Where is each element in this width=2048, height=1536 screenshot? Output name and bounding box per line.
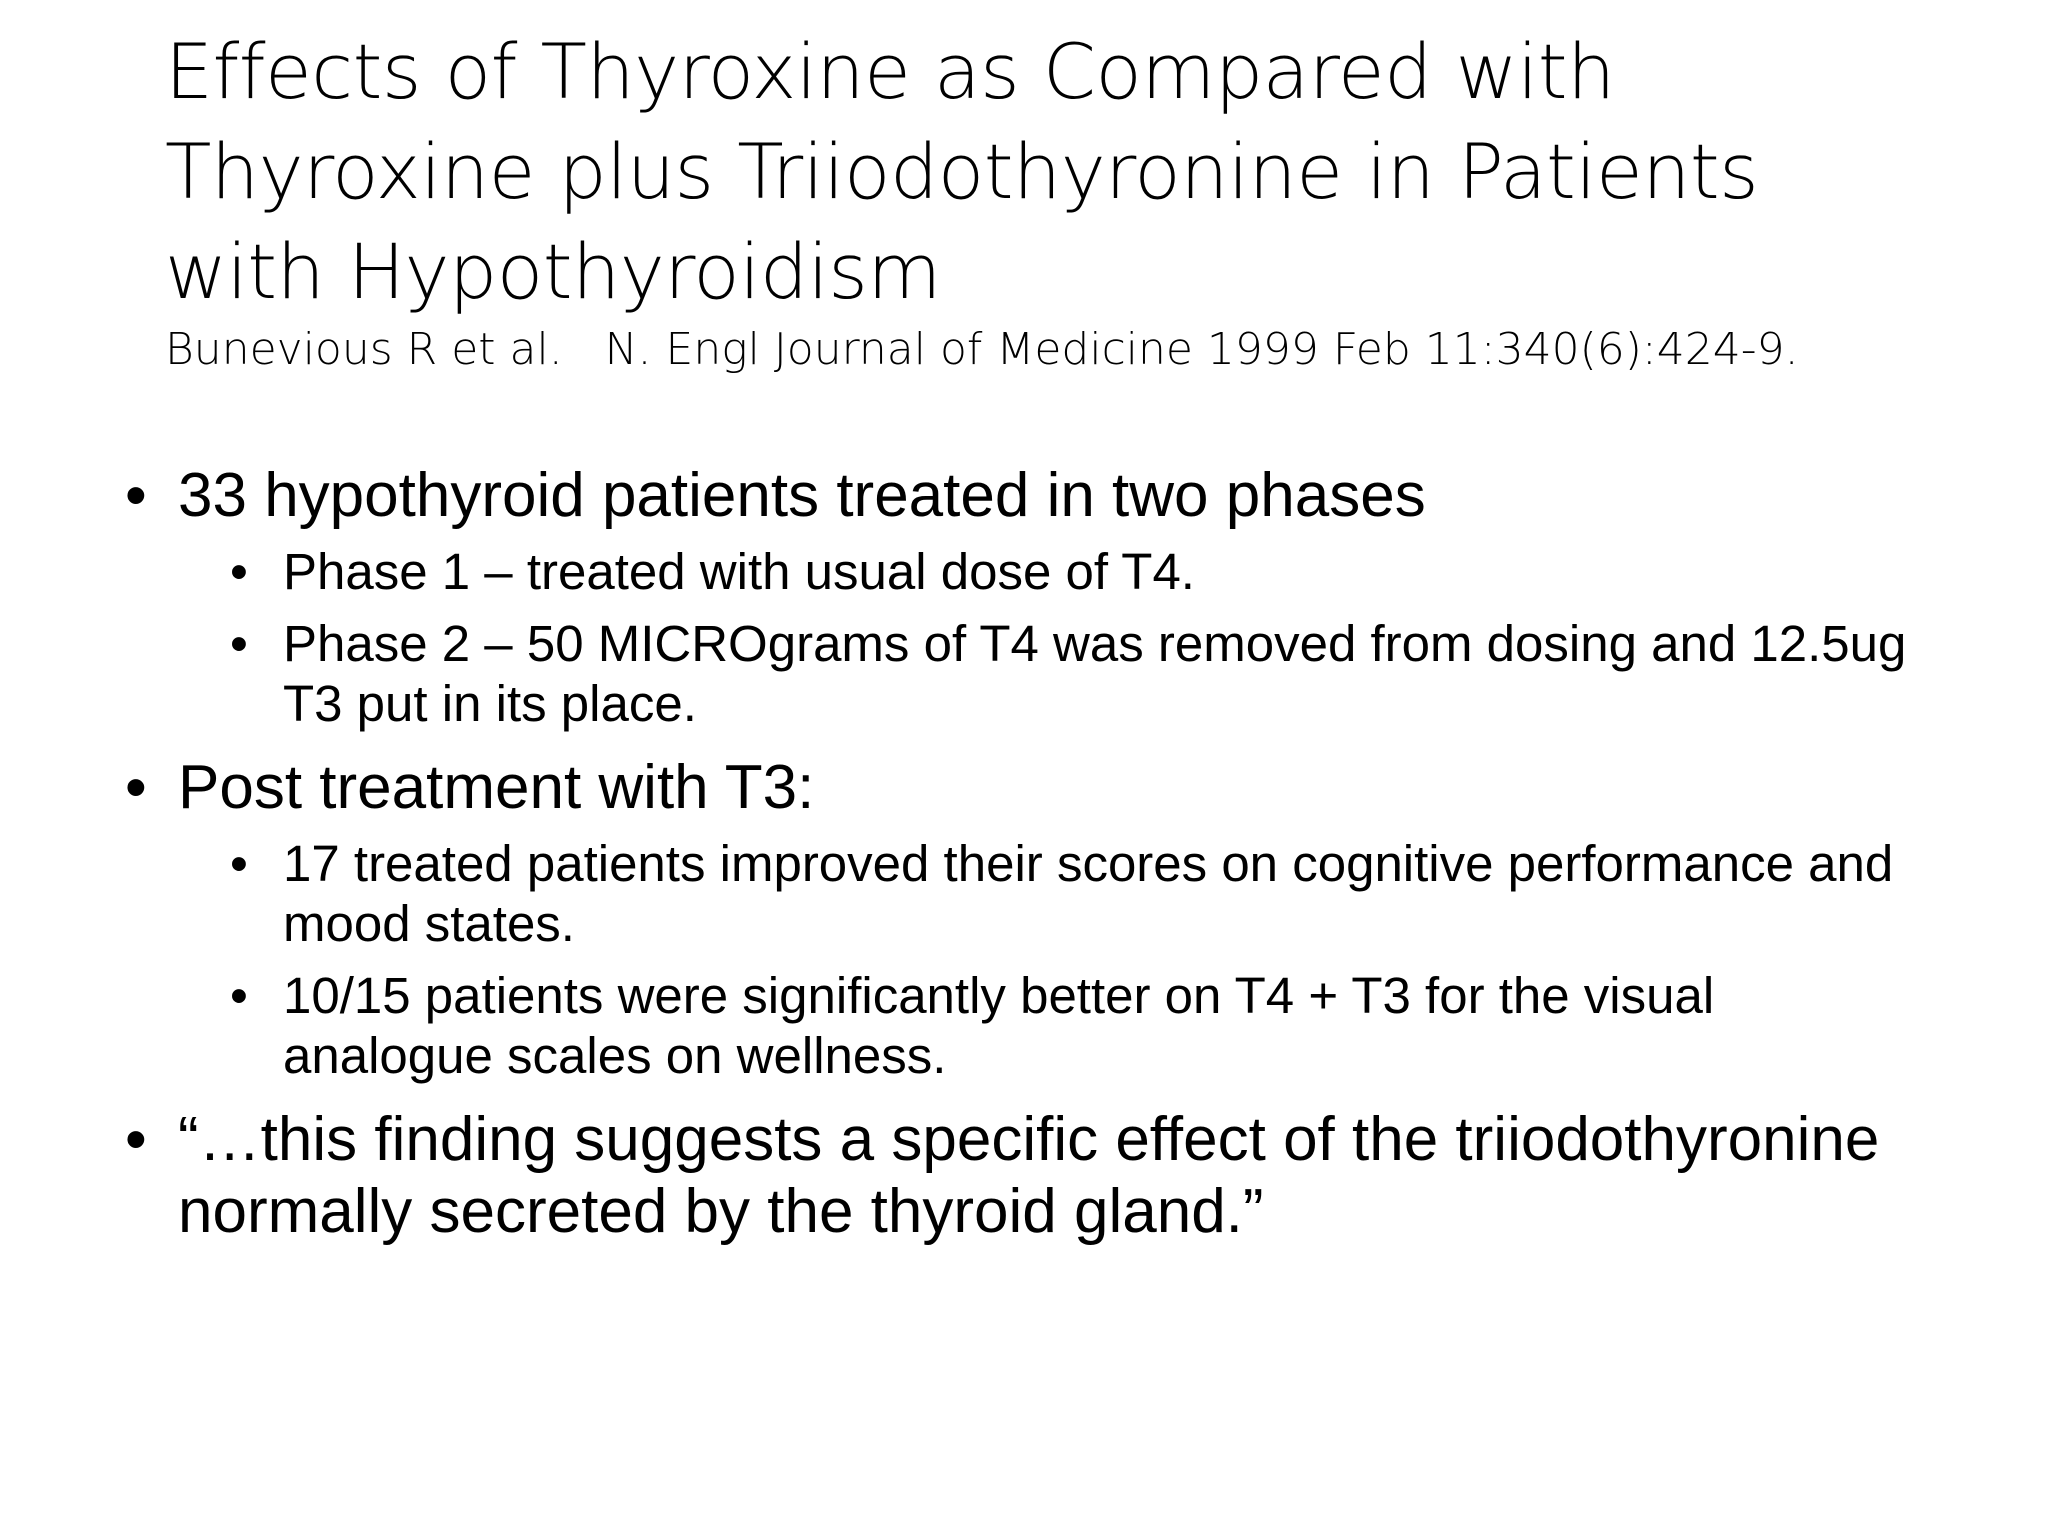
sub-bullet-item [125, 834, 1925, 954]
bullet-icon: • [230, 967, 248, 1024]
sub-bullet-text: Phase 2 – 50 MICROgrams of T4 was removed from dosing and 12.5ug T3 put in its place. [283, 615, 1907, 732]
slide-title-line-1: Effects of Thyroxine as Compared with [165, 27, 1615, 116]
sub-bullet-list [178, 542, 1925, 734]
slide-title-line-3: with Hypothyroidism [165, 227, 941, 316]
citation: Bunevious R et al. N. Engl Journal of Medicine 1999 Feb 11:340(6):424-9. [165, 324, 1799, 375]
bullet-item [125, 1104, 1925, 1248]
sub-bullet-item [125, 542, 1925, 602]
bullet-icon: • [230, 835, 248, 892]
bullet-item [125, 460, 1925, 734]
bullet-icon: • [125, 1105, 147, 1174]
sub-bullet-text: 17 treated patients improved their scores on cognitive performance and mood states. [283, 835, 1894, 952]
quote-text: “…this finding suggests a specific effect of the triiodothyronine normally secreted by the thyroid gland.” [178, 1105, 1880, 1246]
bullet-icon: • [125, 753, 147, 822]
sub-bullet-text: 10/15 patients were significantly better on T4 + T3 for the visual analogue scales on wellness. [283, 967, 1715, 1084]
slide-title-line-2: Thyroxine plus Triiodothyronine in Patients [165, 127, 1759, 216]
bullet-list [125, 460, 1925, 1248]
bullet-text: Post treatment with T3: [178, 753, 815, 822]
bullet-item [125, 752, 1925, 1086]
bullet-icon: • [230, 543, 248, 600]
sub-bullet-item [125, 614, 1925, 734]
bullet-text: 33 hypothyroid patients treated in two phases [178, 461, 1426, 530]
sub-bullet-list [178, 834, 1925, 1086]
bullet-icon: • [230, 615, 248, 672]
slide-title-block [165, 22, 1965, 380]
sub-bullet-item [125, 966, 1925, 1086]
sub-bullet-text: Phase 1 – treated with usual dose of T4. [283, 543, 1195, 600]
bullet-icon: • [125, 461, 147, 530]
